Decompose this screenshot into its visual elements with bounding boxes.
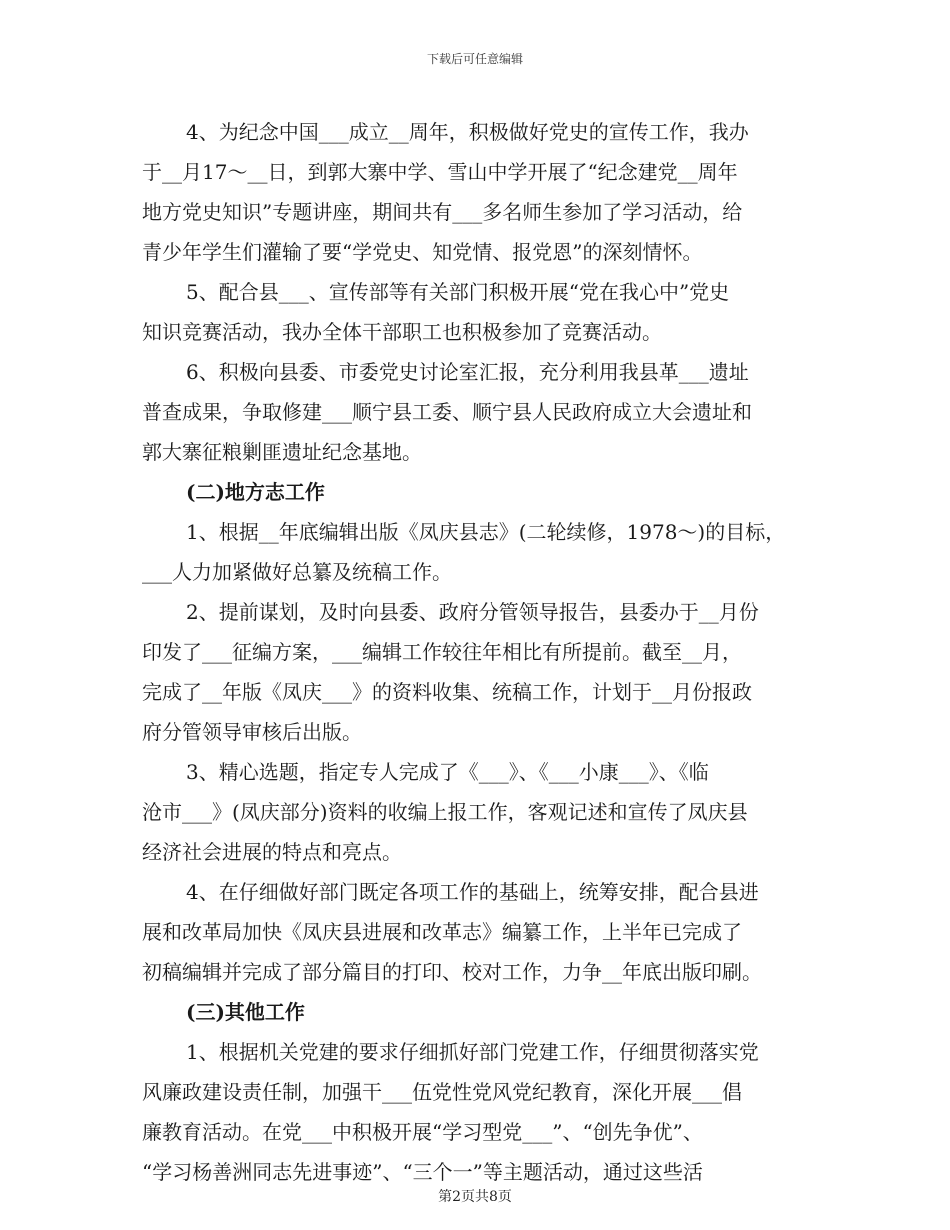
paragraph-line: 1、根据__年底编辑出版《凤庆县志》(二轮续修，1978～)的目标，: [186, 520, 786, 544]
paragraph-line: 4、为纪念中国___成立__周年，积极做好党史的宣传工作，我办: [186, 120, 749, 144]
paragraph-line: 风廉政建设责任制，加强干___伍党性党风党纪教育，深化开展___倡: [142, 1080, 742, 1104]
paragraph-line: “学习杨善洲同志先进事迹”、“三个一”等主题活动，通过这些活: [142, 1160, 703, 1184]
paragraph-line: 4、在仔细做好部门既定各项工作的基础上，统筹安排，配合县进: [186, 880, 759, 904]
page-header: 下载后可任意编辑: [426, 52, 523, 66]
paragraph-line: 经济社会进展的特点和亮点。: [142, 840, 402, 864]
paragraph-line: 沧市___》(凤庆部分)资料的收编上报工作，客观记述和宣传了凤庆县: [142, 800, 748, 824]
paragraph-line: 展和改革局加快《凤庆县进展和改革志》编纂工作，上半年已完成了: [142, 920, 742, 944]
paragraph-line: 印发了___征编方案，___编辑工作较往年相比有所提前。截至__月，: [142, 640, 742, 664]
page-number: 第2页共8页: [438, 1189, 512, 1205]
paragraph-line: 青少年学生们灌输了要“学党史、知党情、报党恩”的深刻情怀。: [142, 240, 703, 264]
paragraph-line: 3、精心选题，指定专人完成了《___》、《___小康___》、《临: [186, 760, 709, 784]
paragraph-line: 廉教育活动。在党___中积极开展“学习型党___”、“创先争优”、: [142, 1120, 703, 1144]
paragraph-line: 5、配合县___、宣传部等有关部门积极开展“党在我心中”党史: [186, 280, 730, 304]
paragraph-line: 1、根据机关党建的要求仔细抓好部门党建工作，仔细贯彻落实党: [186, 1040, 759, 1064]
paragraph-line: 普查成果，争取修建___顺宁县工委、顺宁县人民政府成立大会遗址和: [142, 400, 752, 424]
paragraph-line: 地方党史知识”专题讲座，期间共有___多名师生参加了学习活动，给: [142, 200, 743, 224]
paragraph-line: 2、提前谋划，及时向县委、政府分管领导报告，县委办于__月份: [186, 600, 759, 624]
paragraph-line: 初稿编辑并完成了部分篇目的打印、校对工作，力争__年底出版印刷。: [142, 960, 762, 984]
document-body: [142, 112, 812, 1192]
paragraph-line: 6、积极向县委、市委党史讨论室汇报，充分利用我县革___遗址: [186, 360, 749, 384]
section-heading: (三)其他工作: [186, 1000, 305, 1024]
paragraph-line: 完成了__年版《凤庆___》的资料收集、统稿工作，计划于__月份报政: [142, 680, 752, 704]
section-heading: (二)地方志工作: [186, 480, 325, 504]
paragraph-line: 于__月17～__日，到郭大寨中学、雪山中学开展了“纪念建党__周年: [142, 160, 738, 184]
paragraph-line: 郭大寨征粮剿匪遗址纪念基地。: [142, 440, 422, 464]
paragraph-line: 知识竞赛活动，我办全体干部职工也积极参加了竞赛活动。: [142, 320, 662, 344]
paragraph-line: ___人力加紧做好总纂及统稿工作。: [142, 560, 452, 584]
paragraph-line: 府分管领导审核后出版。: [142, 720, 362, 744]
